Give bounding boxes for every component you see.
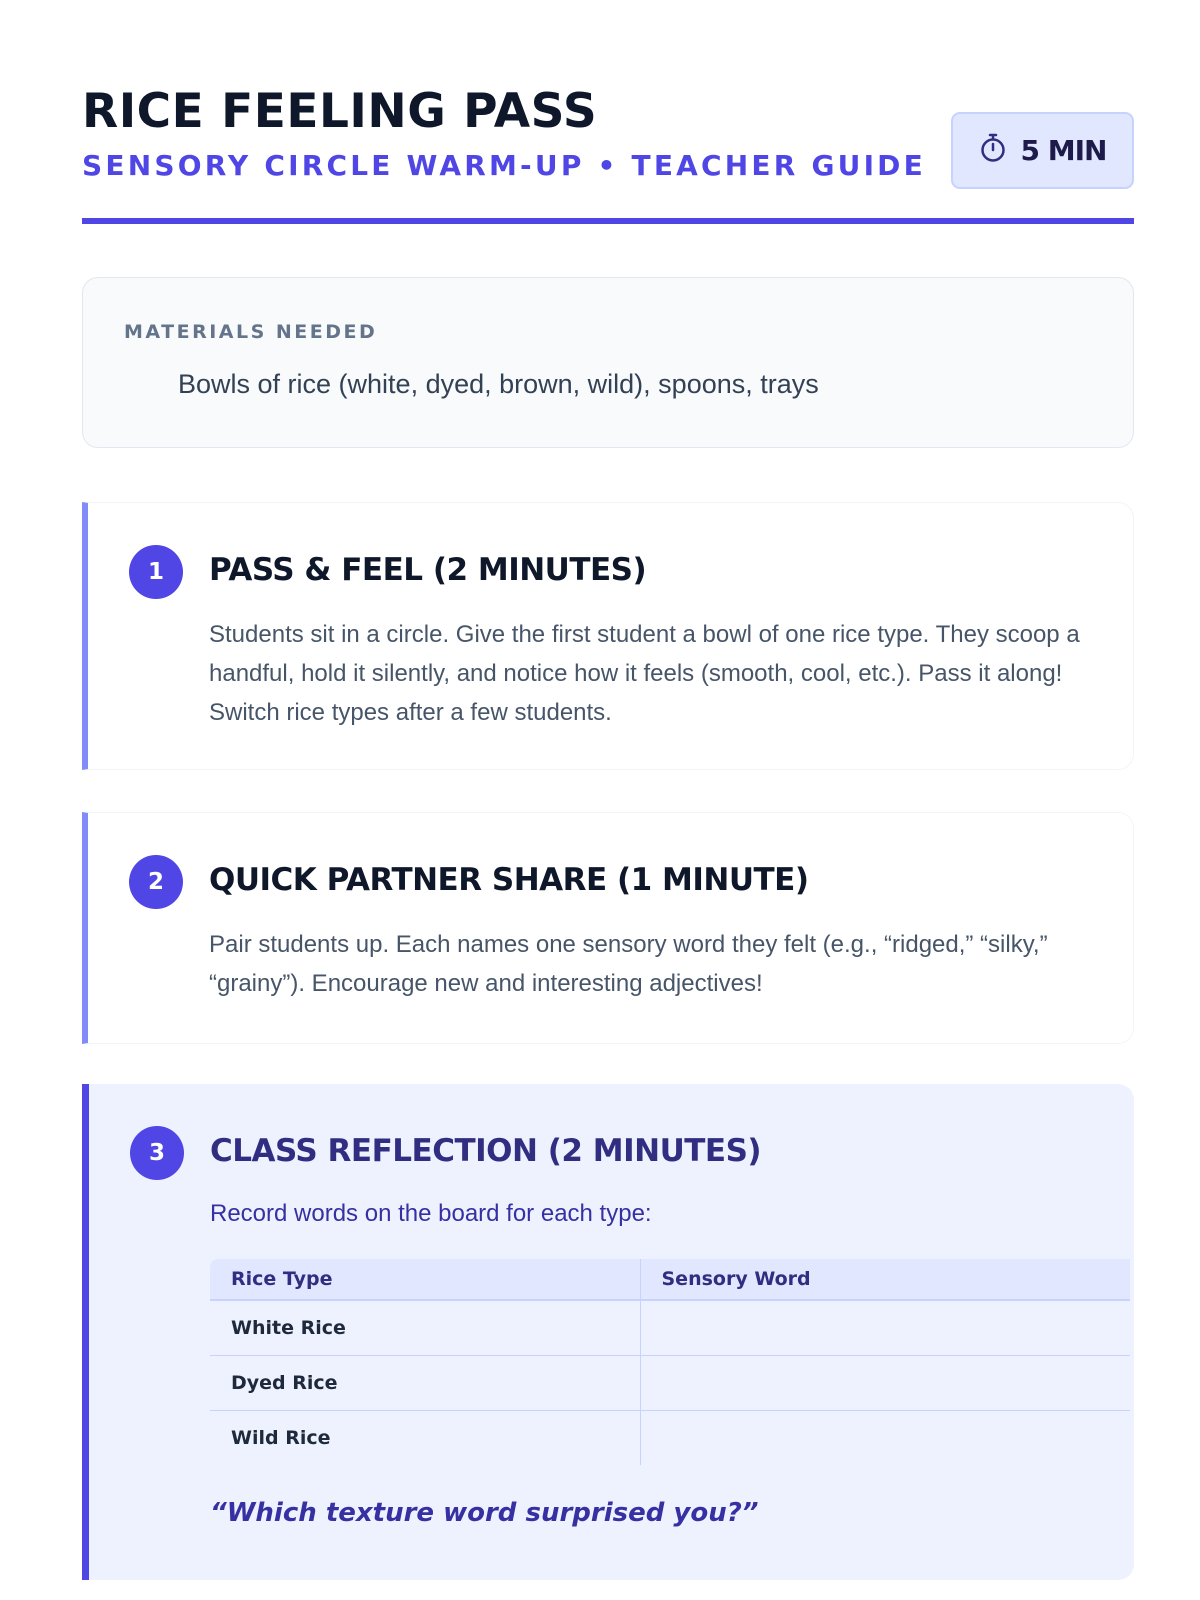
step-card-1 <box>82 502 1134 770</box>
materials-text: Bowls of rice (white, dyed, brown, wild), spoons, trays <box>178 369 819 399</box>
stopwatch-icon <box>979 133 1007 168</box>
step-number: 1 <box>129 545 183 599</box>
step-card-2 <box>82 812 1134 1044</box>
reflection-table <box>210 1259 1130 1465</box>
step-body: Pair students up. Each names one sensory word they felt (e.g., “ridged,” “silky,” “grainy”). Encourage new and interesting adjectives! <box>209 931 1048 997</box>
step-number: 2 <box>129 855 183 909</box>
duration-label: 5 MIN <box>1020 134 1107 167</box>
reflection-instruction: Record words on the board for each type: <box>210 1200 652 1227</box>
materials-panel <box>82 277 1134 448</box>
rice-type-cell: Wild Rice <box>210 1410 640 1465</box>
sensory-word-cell <box>640 1410 1130 1465</box>
reflection-question: “Which texture word surprised you?” <box>210 1498 759 1528</box>
table-row <box>210 1410 1130 1465</box>
page-subtitle: SENSORY CIRCLE WARM-UP • TEACHER GUIDE <box>82 149 926 182</box>
table-row <box>210 1355 1130 1410</box>
step-card-3 <box>82 1084 1134 1580</box>
column-header-rice-type: Rice Type <box>210 1259 640 1300</box>
rice-type-cell: Dyed Rice <box>210 1355 640 1410</box>
step-title: PASS & FEEL (2 MINUTES) <box>209 552 647 588</box>
table-header-row <box>210 1259 1130 1300</box>
rice-type-cell: White Rice <box>210 1300 640 1355</box>
materials-label: MATERIALS NEEDED <box>124 321 378 343</box>
table-row <box>210 1300 1130 1355</box>
column-header-sensory-word: Sensory Word <box>640 1259 1130 1300</box>
step-title: CLASS REFLECTION (2 MINUTES) <box>210 1133 762 1169</box>
sensory-word-cell <box>640 1355 1130 1410</box>
page-header <box>82 78 1134 224</box>
duration-badge <box>951 112 1134 189</box>
sensory-word-cell <box>640 1300 1130 1355</box>
step-body: Students sit in a circle. Give the first student a bowl of one rice type. They scoop a handful, hold it silently, and notice how it feels (smooth, cool, etc.). Pass it along! Switch rice types after a few students. <box>209 621 1080 726</box>
step-title: QUICK PARTNER SHARE (1 MINUTE) <box>209 862 809 898</box>
step-number: 3 <box>130 1126 184 1180</box>
page-title: RICE FEELING PASS <box>82 84 598 139</box>
